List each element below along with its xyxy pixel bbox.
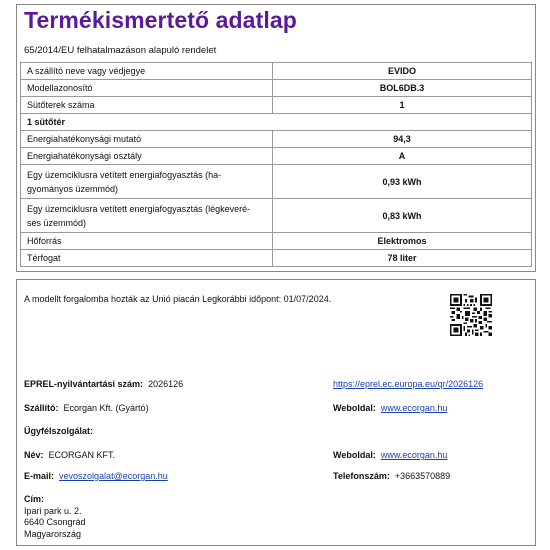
website-link[interactable]: www.ecorgan.hu: [380, 403, 448, 413]
address-line: Magyarország: [24, 528, 82, 539]
table-row: [21, 63, 532, 80]
table-row: [21, 80, 532, 97]
table-row: [21, 97, 532, 114]
row-label-line: Egy üzemciklusra vetített energiafogyasztás (légkeveré-: [27, 203, 251, 214]
row-value: BOL6DB.3: [273, 80, 532, 97]
eprel-line: [24, 379, 183, 389]
product-information-sheet: [16, 4, 536, 272]
spec-table: [20, 62, 532, 267]
row-label: Térfogat: [21, 250, 273, 267]
website2-link[interactable]: www.ecorgan.hu: [380, 450, 448, 460]
table-row: [21, 131, 532, 148]
phone-label: Telefonszám:: [333, 471, 390, 481]
supplier-info-panel: [16, 279, 536, 546]
table-row: [21, 250, 532, 267]
website2-line: [333, 450, 447, 460]
row-value: Elektromos: [273, 233, 532, 250]
row-label: Sütőterek száma: [21, 97, 273, 114]
phone-value: +3663570889: [394, 471, 451, 481]
supplier-label: Szállító:: [24, 403, 59, 413]
phone-line: [333, 471, 450, 481]
name-label: Név:: [24, 450, 44, 460]
supplier-line: [24, 403, 149, 413]
row-value: EVIDO: [273, 63, 532, 80]
row-label: Energiahatékonysági osztály: [21, 148, 273, 165]
section-label: 1 sütőtér: [21, 114, 532, 131]
address-line: Ipari park u. 2.: [24, 505, 82, 516]
row-label: [21, 165, 273, 199]
row-label-line: Egy üzemciklusra vetített energiafogyasztás (ha-: [27, 169, 222, 180]
supplier-value: Ecorgan Kft. (Gyártó): [63, 403, 149, 413]
address-line: 6640 Csongrád: [24, 517, 86, 527]
eprel-label: EPREL-nyilvántartási szám:: [24, 379, 144, 389]
website2-label: Weboldal:: [333, 450, 376, 460]
row-value: A: [273, 148, 532, 165]
customer-service-heading: Ügyfélszolgálat:: [24, 426, 94, 436]
row-label: Hőforrás: [21, 233, 273, 250]
row-label-line: gyományos üzemmód): [27, 183, 119, 194]
row-label: A szállító neve vagy védjegye: [21, 63, 273, 80]
market-date-text: A modellt forgalomba hozták az Unió piacán Legkorábbi időpont: 01/07/2024.: [24, 294, 332, 304]
address-label: Cím:: [24, 494, 44, 504]
name-line: [24, 450, 115, 460]
table-row: [21, 148, 532, 165]
row-label: Energiahatékonysági mutató: [21, 131, 273, 148]
address-block: [24, 494, 86, 540]
table-row: [21, 165, 532, 199]
table-row: [21, 233, 532, 250]
row-label: [21, 199, 273, 233]
row-value: 0,93 kWh: [273, 165, 532, 199]
table-section-row: [21, 114, 532, 131]
row-value: 78 liter: [273, 250, 532, 267]
page-title: Termékismertető adatlap: [24, 7, 297, 33]
website-line: [333, 403, 447, 413]
eprel-number: 2026126: [148, 379, 184, 389]
name-value: ECORGAN KFT.: [48, 450, 116, 460]
row-value: 1: [273, 97, 532, 114]
row-value: 94,3: [273, 131, 532, 148]
table-row: [21, 199, 532, 233]
row-label: Modellazonosító: [21, 80, 273, 97]
website-label: Weboldal:: [333, 403, 376, 413]
eprel-link[interactable]: https://eprel.ec.europa.eu/qr/2026126: [333, 379, 484, 389]
regulation-subtitle: 65/2014/EU felhatalmazáson alapuló rendelet: [24, 45, 217, 56]
email-label: E-mail:: [24, 471, 55, 481]
email-line: [24, 471, 168, 481]
email-link[interactable]: vevoszolgalat@ecorgan.hu: [59, 471, 168, 481]
row-value: 0,83 kWh: [273, 199, 532, 233]
qr-code-icon[interactable]: [450, 294, 492, 336]
row-label-line: ses üzemmód): [27, 217, 87, 228]
